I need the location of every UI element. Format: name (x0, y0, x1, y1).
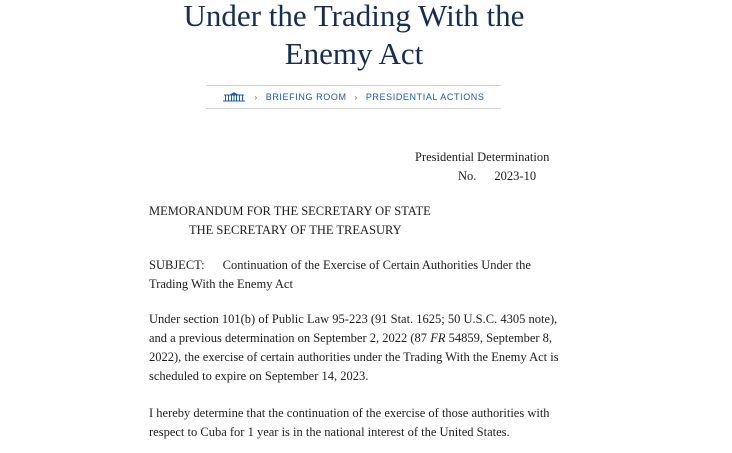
body-paragraph-2: I hereby determine that the continuation of the exercise of those authorities with respect to Cuba for 1 year is in the national interest of the United States. (149, 406, 550, 439)
page-title-line-2: Enemy Act (284, 36, 424, 71)
determination-number: 2023-10 (494, 169, 537, 183)
federal-register-abbrev: FR (430, 331, 446, 345)
memo-recipient-1: MEMORANDUM FOR THE SECRETARY OF STATE (149, 204, 431, 218)
subject-label: SUBJECT: (149, 258, 205, 272)
determination-no-label: No. (458, 169, 477, 183)
memo-recipient-2: THE SECRETARY OF THE TREASURY (189, 223, 402, 237)
chevron-right-icon: › (254, 92, 258, 102)
white-house-icon[interactable] (222, 92, 246, 102)
breadcrumb (206, 85, 501, 109)
subject-text: Continuation of the Exercise of Certain Authorities Under the Trading With the Enemy Act (149, 258, 531, 291)
body-paragraph-1: Under section 101(b) of Public Law 95-223 (91 Stat. 1625; 50 U.S.C. 4305 note), and a previous determination on September 2, 2022 (87 FR 54859, September 8, 2022), the exercise of certain authorities under the Trading With the Enemy Act is scheduled to expire on September 14, 2023. (149, 312, 559, 383)
determination-label: Presidential Determination (415, 150, 550, 164)
breadcrumb-briefing-room[interactable]: BRIEFING ROOM (265, 92, 347, 102)
subject-line (149, 256, 569, 294)
page-title-line-1: Under the Trading With the (183, 0, 525, 33)
breadcrumb-presidential-actions[interactable]: PRESIDENTIAL ACTIONS (365, 92, 485, 102)
chevron-right-icon: › (354, 92, 358, 102)
determination-number-line (458, 167, 536, 186)
